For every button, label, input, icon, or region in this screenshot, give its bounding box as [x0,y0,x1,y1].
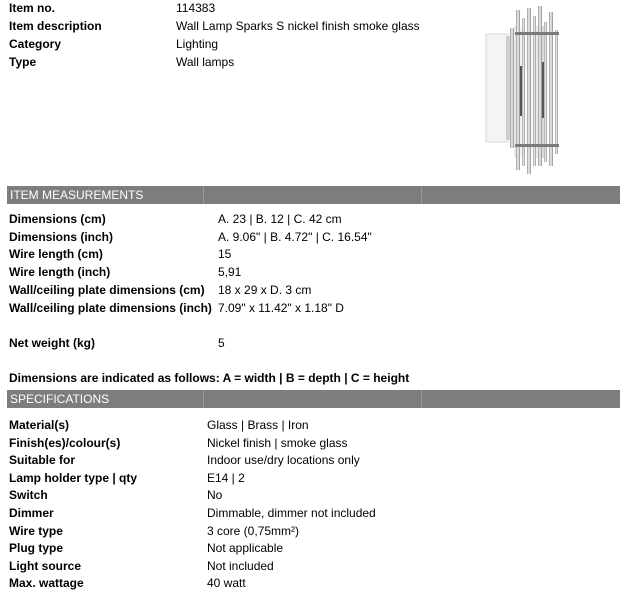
specifications-header-label: SPECIFICATIONS [10,392,110,406]
spec-label: Lamp holder type | qty [9,471,138,485]
measurement-value: 18 x 29 x D. 3 cm [218,283,312,297]
measurement-value: 15 [218,247,232,261]
spec-label: Finish(es)/colour(s) [9,436,121,450]
item-description-value: Wall Lamp Sparks S nickel finish smoke glass [176,19,420,33]
header-divider [203,390,204,408]
item-description-label: Item description [9,19,102,33]
spec-label: Plug type [9,541,64,555]
spec-value: Not applicable [207,541,284,555]
spec-value: E14 | 2 [207,471,245,485]
measurement-value: 5,91 [218,265,242,279]
spec-label: Max. wattage [9,576,84,590]
net-weight-value: 5 [218,336,225,350]
measurement-value: 7.09" x 11.42" x 1.18" D [218,301,344,315]
spec-label: Material(s) [9,418,70,432]
spec-value: 3 core (0,75mm²) [207,524,300,538]
header-divider [421,390,422,408]
specifications-header [7,390,620,408]
measurement-label: Wire length (inch) [9,265,111,279]
item-number-value: 114383 [176,1,216,15]
spec-value: Dimmable, dimmer not included [207,506,376,520]
product-photo [480,6,572,178]
measurements-header [7,186,620,204]
spec-value: No [207,488,223,502]
spec-label: Switch [9,488,48,502]
type-value: Wall lamps [176,55,235,69]
spec-label: Dimmer [9,506,54,520]
measurements-header-label: ITEM MEASUREMENTS [10,188,144,202]
category-value: Lighting [176,37,219,51]
spec-value: Glass | Brass | Iron [207,418,309,432]
measurement-value: A. 9.06" | B. 4.72" | C. 16.54" [218,230,372,244]
category-label: Category [9,37,62,51]
header-divider [203,186,204,204]
spec-value: Nickel finish | smoke glass [207,436,348,450]
measurement-label: Wall/ceiling plate dimensions (inch) [9,301,212,315]
spec-label: Suitable for [9,453,76,467]
spec-value: Indoor use/dry locations only [207,453,360,467]
net-weight-label: Net weight (kg) [9,336,95,350]
item-number-label: Item no. [9,1,56,15]
spec-label: Light source [9,559,82,573]
measurement-label: Dimensions (inch) [9,230,114,244]
spec-label: Wire type [9,524,63,538]
header-divider [421,186,422,204]
spec-value: Not included [207,559,274,573]
measurement-value: A. 23 | B. 12 | C. 42 cm [218,212,342,226]
measurement-label: Wall/ceiling plate dimensions (cm) [9,283,205,297]
type-label: Type [9,55,37,69]
dimensions-note: Dimensions are indicated as follows: A = width | B = depth | C = height [9,371,410,385]
measurement-label: Wire length (cm) [9,247,103,261]
spec-value: 40 watt [207,576,246,590]
measurement-label: Dimensions (cm) [9,212,106,226]
